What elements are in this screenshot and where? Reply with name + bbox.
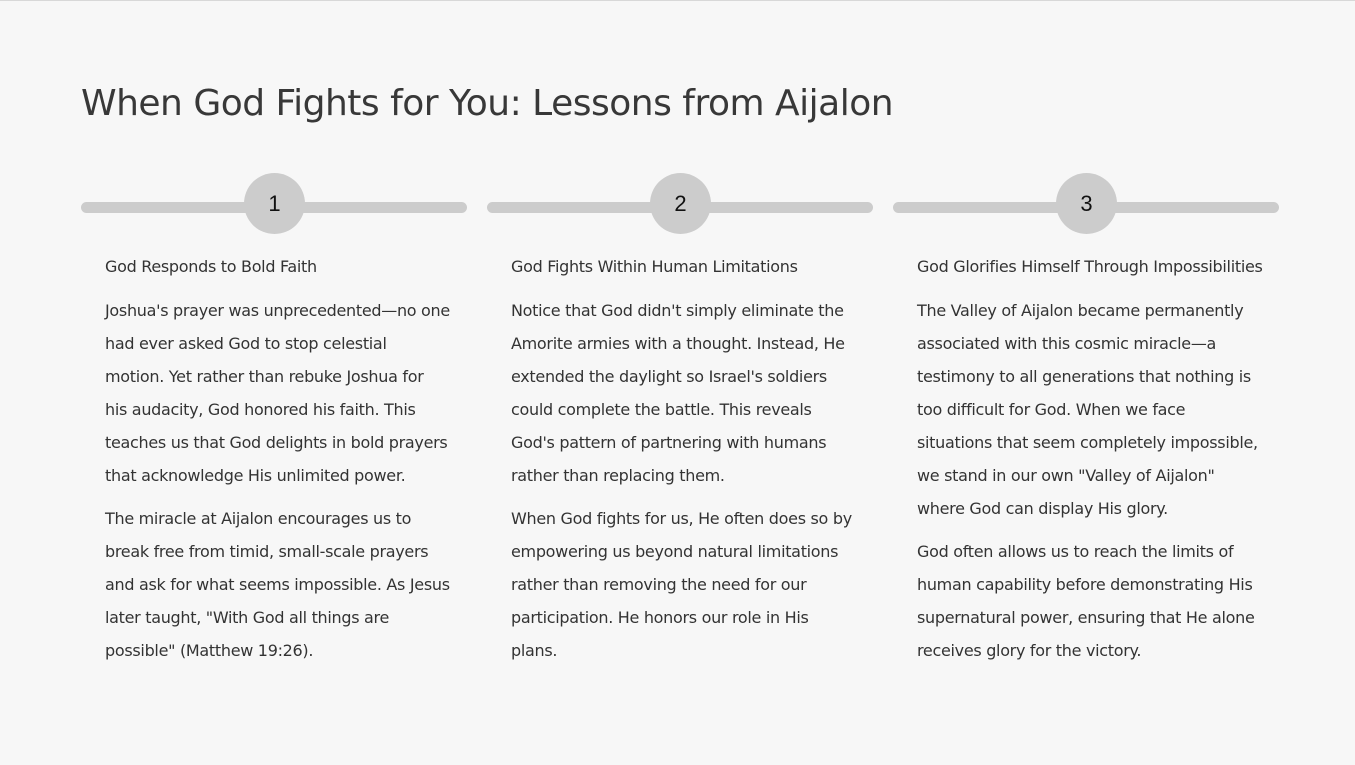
step-paragraph: God often allows us to reach the limits of human capability before demonstrating His supernatural power, ensuring that He alone receives glory for the victory. [917, 542, 1255, 660]
step-paragraph: The Valley of Aijalon became permanently associated with this cosmic miracle—a testimony to all generations that nothing is too difficult for God. When we face situations that seem completely impossible, we stand in our own "Valley of Aijalon" where God can display His glory. [917, 301, 1258, 518]
step-heading: God Glorifies Himself Through Impossibilities [917, 257, 1263, 276]
step-content [917, 255, 1262, 677]
page-title: When God Fights for You: Lessons from Aijalon [81, 83, 894, 124]
step-content [105, 255, 450, 677]
step-paragraph: When God fights for us, He often does so by empowering us beyond natural limitations rather than removing the need for our participation. He honors our role in His plans. [511, 509, 852, 660]
step-heading: God Fights Within Human Limitations [511, 257, 798, 276]
step-paragraph: Joshua's prayer was unprecedented—no one had ever asked God to stop celestial motion. Yet rather than rebuke Joshua for his audacity, God honored his faith. This teaches us that God delights in bold prayers that acknowledge His unlimited power. [105, 301, 450, 485]
step-number-badge: 3 [1056, 173, 1117, 234]
step-paragraph: Notice that God didn't simply eliminate the Amorite armies with a thought. Instead, He extended the daylight so Israel's soldiers could complete the battle. This reveals God's pattern of partnering with humans rather than replacing them. [511, 301, 845, 485]
step-paragraph: The miracle at Aijalon encourages us to break free from timid, small-scale prayers and ask for what seems impossible. As Jesus later taught, "With God all things are possible" (Matthew 19:26). [105, 509, 450, 660]
step-heading: God Responds to Bold Faith [105, 257, 317, 276]
step-number-badge: 1 [244, 173, 305, 234]
step-number-badge: 2 [650, 173, 711, 234]
step-content [511, 255, 856, 677]
